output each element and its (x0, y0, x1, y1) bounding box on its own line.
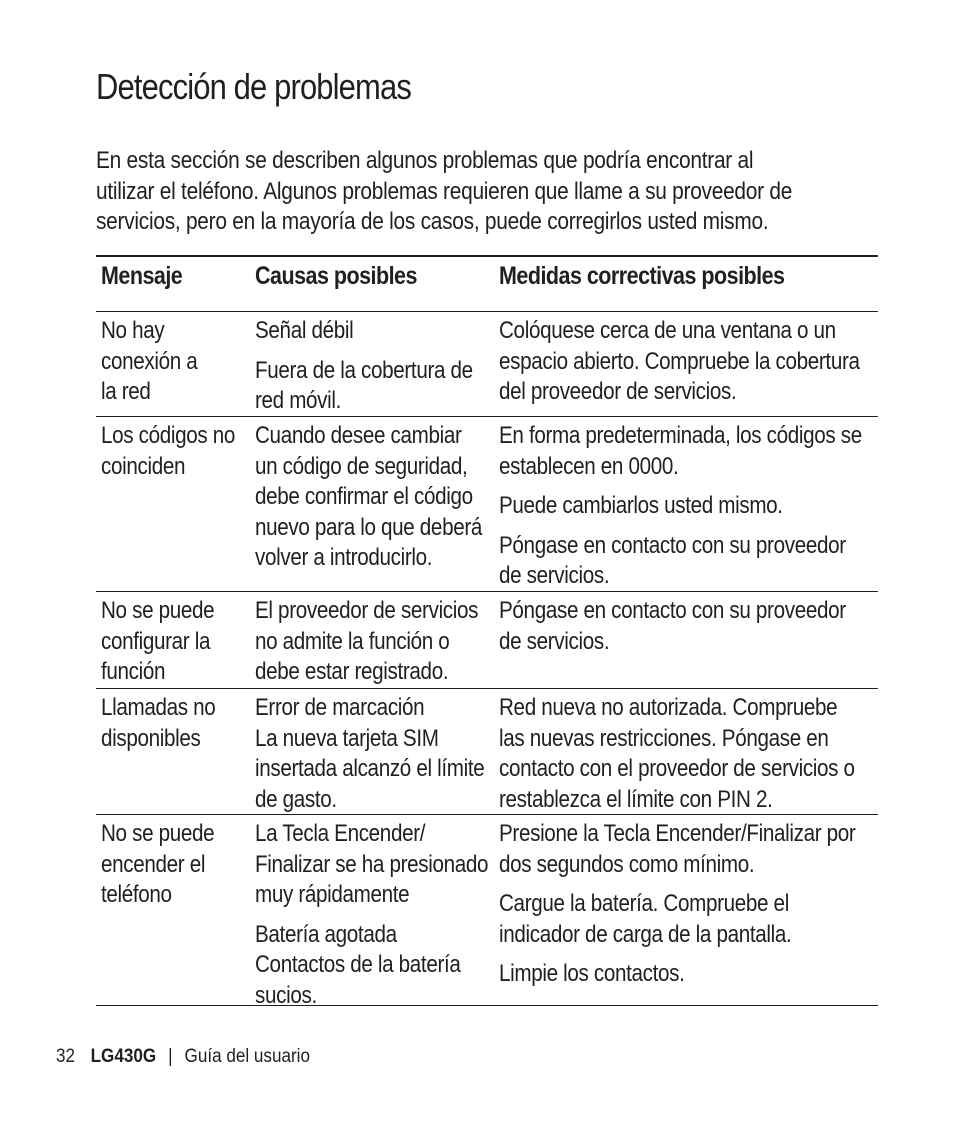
cell-line: espacio abierto. Compruebe la cobertura (499, 347, 860, 375)
cell-paragraph (499, 959, 877, 990)
cell-paragraph (499, 316, 877, 408)
cell-line: volver a introducirlo. (255, 544, 433, 571)
cell-line: Llamadas no (101, 694, 216, 721)
cell-line: indicador de carga de la pantalla. (499, 920, 792, 948)
cell-line: Colóquese cerca de una ventana o un (499, 317, 836, 344)
cell-line: sucios. (255, 981, 317, 1009)
cell-line: configurar la (101, 627, 211, 655)
header-causes: Causas posibles (255, 262, 417, 290)
page-number: 32 (56, 1046, 76, 1067)
cell-causes (255, 693, 500, 815)
cell-line: las nuevas restricciones. Póngase en (499, 724, 829, 752)
cell-line: Presione la Tecla Encender/Finalizar por (499, 820, 856, 847)
cell-line: conexión a (101, 347, 198, 375)
cell-causes (255, 819, 500, 1011)
cell-paragraph (255, 819, 500, 911)
cell-paragraph (101, 819, 264, 911)
cell-line: Limpie los contactos. (499, 960, 685, 987)
cell-line: establecen en 0000. (499, 452, 679, 480)
cell-paragraph (499, 491, 877, 522)
guide-title: Guía del usuario (184, 1046, 310, 1067)
cell-paragraph (101, 693, 264, 754)
table-header-row (96, 257, 878, 312)
cell-causes (255, 596, 500, 688)
cell-paragraph (255, 920, 500, 1012)
table-row (96, 592, 878, 689)
cell-line: No hay (101, 317, 165, 344)
cell-line: la red (101, 378, 151, 405)
cell-message (101, 693, 264, 754)
header-message: Mensaje (101, 262, 183, 290)
cell-line: En forma predeterminada, los códigos se (499, 422, 862, 449)
cell-line: muy rápidamente (255, 881, 410, 908)
cell-line: Finalizar se ha presionado (255, 850, 489, 878)
cell-line: de servicios. (499, 562, 610, 589)
cell-line: Red nueva no autorizada. Compruebe (499, 694, 838, 721)
cell-paragraph (101, 421, 264, 482)
cell-line: de gasto. (255, 785, 337, 813)
cell-message (101, 596, 264, 688)
cell-line: encender el (101, 850, 206, 878)
cell-line: Póngase en contacto con su proveedor (499, 531, 846, 559)
cell-line: disponibles (101, 724, 201, 752)
cell-line: La Tecla Encender/ (255, 820, 426, 847)
cell-line: Póngase en contacto con su proveedor (499, 597, 846, 624)
cell-line: No se puede (101, 820, 215, 847)
cell-paragraph (499, 819, 877, 880)
cell-measures (499, 421, 877, 592)
cell-measures (499, 819, 877, 990)
model-name: LG430G (90, 1046, 157, 1067)
cell-measures (499, 596, 877, 657)
cell-line: red móvil. (255, 387, 342, 414)
cell-message (101, 316, 264, 408)
cell-paragraph (499, 531, 877, 592)
cell-paragraph (255, 356, 500, 417)
table-body (96, 312, 878, 1009)
cell-line: debe estar registrado. (255, 658, 449, 685)
cell-line: coinciden (101, 452, 186, 480)
cell-line: no admite la función o (255, 627, 450, 655)
cell-causes (255, 421, 500, 574)
table-row (96, 689, 878, 815)
cell-line: El proveedor de servicios (255, 597, 479, 624)
table-row (96, 312, 878, 417)
cell-paragraph (499, 889, 877, 950)
cell-line: teléfono (101, 881, 172, 908)
table-row (96, 417, 878, 592)
cell-line: función (101, 658, 166, 685)
footer-separator: | (168, 1046, 173, 1067)
cell-line: insertada alcanzó el límite (255, 755, 485, 782)
cell-line: Los códigos no (101, 422, 236, 449)
table-row (96, 815, 878, 1009)
cell-paragraph (499, 421, 877, 482)
cell-paragraph (499, 596, 877, 657)
cell-line: Contactos de la batería (255, 951, 461, 978)
troubleshooting-table (96, 255, 878, 1009)
cell-message (101, 819, 264, 911)
cell-paragraph (255, 421, 500, 574)
intro-line: En esta sección se describen algunos problemas que podría encontrar al (96, 147, 754, 174)
cell-measures (499, 316, 877, 408)
cell-line: del proveedor de servicios. (499, 378, 737, 405)
cell-measures (499, 693, 877, 815)
cell-line: Fuera de la cobertura de (255, 356, 473, 384)
cell-line: contacto con el proveedor de servicios o (499, 755, 855, 782)
cell-paragraph (499, 693, 877, 815)
cell-line: restablezca el límite con PIN 2. (499, 785, 773, 813)
cell-line: Puede cambiarlos usted mismo. (499, 492, 783, 519)
page-footer (56, 1046, 310, 1068)
cell-paragraph (255, 596, 500, 688)
cell-message (101, 421, 264, 482)
intro-paragraph (96, 146, 879, 238)
cell-causes (255, 316, 500, 417)
cell-paragraph (101, 596, 264, 688)
header-measures: Medidas correctivas posibles (499, 262, 785, 290)
cell-line: Cargue la batería. Compruebe el (499, 890, 789, 917)
cell-line: un código de seguridad, (255, 452, 468, 480)
cell-line: No se puede (101, 597, 215, 624)
cell-line: Cuando desee cambiar (255, 422, 462, 449)
cell-paragraph (255, 693, 500, 815)
cell-line: Batería agotada (255, 920, 397, 948)
cell-line: Señal débil (255, 317, 354, 344)
cell-paragraph (255, 316, 500, 347)
cell-line: Error de marcación (255, 694, 425, 721)
cell-paragraph (101, 316, 264, 408)
cell-line: La nueva tarjeta SIM (255, 724, 439, 752)
cell-line: nuevo para lo que deberá (255, 513, 482, 541)
cell-line: dos segundos como mínimo. (499, 850, 755, 878)
cell-line: debe confirmar el código (255, 483, 473, 510)
intro-line: utilizar el teléfono. Algunos problemas requieren que llame a su proveedor de (96, 177, 793, 205)
cell-line: de servicios. (499, 627, 610, 655)
intro-line: servicios, pero en la mayoría de los casos, puede corregirlos usted mismo. (96, 208, 769, 235)
page-title: Detección de problemas (96, 66, 411, 107)
